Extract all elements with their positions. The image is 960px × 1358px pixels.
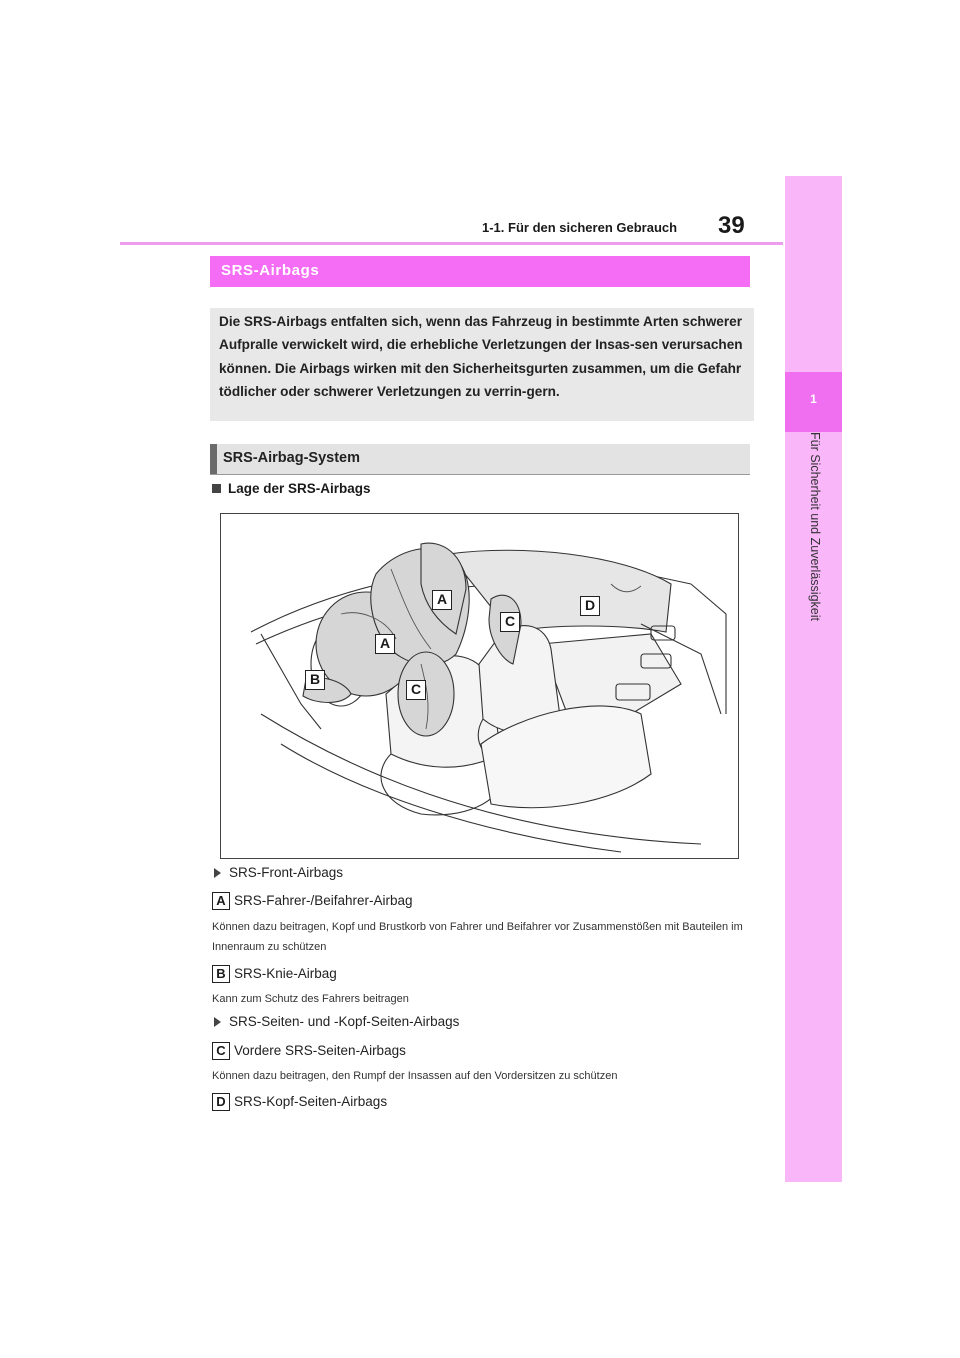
page-number: 39 [718, 212, 745, 239]
legend-label-b: SRS-Knie-Airbag [234, 966, 337, 981]
group-title-front-airbags: SRS-Front-Airbags [229, 865, 344, 880]
legend-desc-a: Können dazu beitragen, Kopf und Brustkorb von Fahrer und Beifahrer vor Zusammenstößen mit Bauteilen im Innenraum zu schützen [212, 921, 743, 953]
chapter-title: Für Sicherheit und Zuverlässigkeit [808, 432, 822, 621]
legend-label-d: SRS-Kopf-Seiten-Airbags [234, 1094, 388, 1109]
callout-c-driver: C [406, 680, 426, 700]
chapter-title-vertical [784, 432, 844, 662]
legend-key-d: D [212, 1093, 230, 1111]
car-interior-illustration [221, 514, 738, 858]
triangle-bullet-icon [214, 868, 221, 878]
header-rule [120, 242, 783, 245]
subsection-title: SRS-Airbag-System [223, 450, 360, 466]
section-title: SRS-Airbags [221, 262, 320, 279]
legend-label-c: Vordere SRS-Seiten-Airbags [234, 1043, 406, 1058]
side-tab [785, 176, 842, 1182]
callout-b: B [305, 670, 325, 690]
square-bullet-icon [212, 484, 221, 493]
subsection-rule [210, 474, 750, 475]
legend-desc-c: Können dazu beitragen, den Rumpf der Insassen auf den Vordersitzen zu schützen [212, 1070, 618, 1082]
intro-text: Die SRS-Airbags entfalten sich, wenn das Fahrzeug in bestimmte Arten schwerer Aufpralle verwickelt wird, die erhebliche Verletzungen der Insas-sen verursachen können. Die Airbags wirken mit den Sicherheitsgurten zusammen, um die Gefahr tödlicher oder schwerer Verletzungen zu verrin-gern. [219, 314, 743, 400]
legend-label-a: SRS-Fahrer-/Beifahrer-Airbag [234, 893, 413, 908]
chapter-number: 1 [810, 392, 817, 406]
callout-a-driver: A [375, 634, 395, 654]
airbag-location-figure [220, 513, 739, 859]
triangle-bullet-icon [214, 1017, 221, 1027]
subsection-accent-bar [210, 444, 217, 474]
legend-desc-b: Kann zum Schutz des Fahrers beitragen [212, 993, 409, 1005]
callout-c-passenger: C [500, 612, 520, 632]
callout-a-passenger: A [432, 590, 452, 610]
group-title-side-airbags: SRS-Seiten- und -Kopf-Seiten-Airbags [229, 1014, 460, 1029]
topic-title: Lage der SRS-Airbags [228, 481, 371, 496]
legend-key-b: B [212, 965, 230, 983]
running-head: 1-1. Für den sicheren Gebrauch [482, 220, 678, 235]
legend-key-a: A [212, 892, 230, 910]
callout-d: D [580, 596, 600, 616]
legend-key-c: C [212, 1042, 230, 1060]
